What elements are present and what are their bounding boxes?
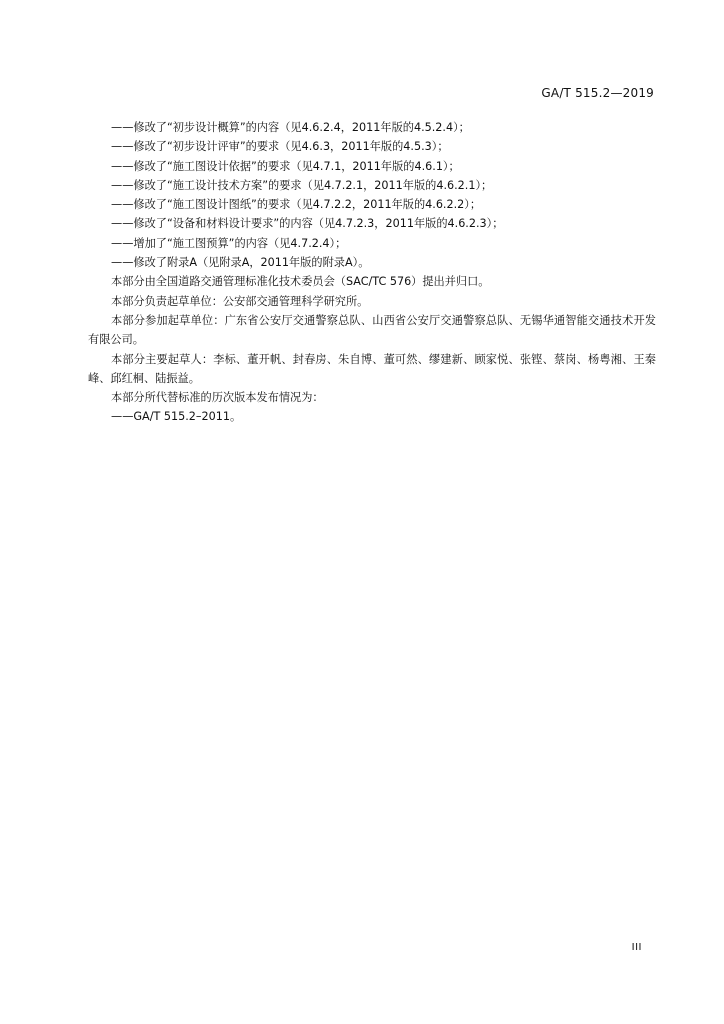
change-item: ——修改了“施工设计技术方案”的要求（见4.7.2.1，2011年版的4.6.2.1）； — [111, 178, 493, 192]
participating-units-paragraph: 本部分参加起草单位：广东省公安厅交通警察总队、山西省公安厅交通警察总队、无锡华通智能交通技术开发有限公司。 — [88, 313, 656, 347]
drafters-paragraph: 本部分主要起草人：李标、董开帆、封春房、朱自博、董可然、缪建新、顾家悦、张铿、蔡岗、杨粤湘、王秦峰、邱红桐、陆振益。 — [88, 352, 656, 385]
change-item: ——修改了附录A（见附录A，2011年版的附录A）。 — [111, 256, 370, 270]
change-item: ——增加了“施工图预算”的内容（见4.7.2.4）； — [111, 236, 347, 250]
change-item: ——修改了“初步设计评审”的要求（见4.6.3，2011年版的4.5.3）； — [111, 140, 449, 154]
page-number: III — [631, 942, 642, 953]
change-item: ——修改了“施工图设计依据”的要求（见4.7.1，2011年版的4.6.1）； — [111, 159, 460, 173]
previous-edition-item: ——GA/T 515.2–2011。 — [111, 410, 242, 424]
change-item: ——修改了“初步设计概算”的内容（见4.6.2.4，2011年版的4.5.2.4）； — [111, 121, 470, 134]
proposed-by-paragraph: 本部分由全国道路交通管理标准化技术委员会（SAC/TC 576）提出并归口。 — [111, 275, 490, 289]
previous-editions-intro: 本部分所代替标准的历次版本发布情况为： — [111, 391, 324, 405]
standard-code-header: GA/T 515.2—2019 — [541, 86, 654, 100]
change-item: ——修改了“设备和材料设计要求”的内容（见4.7.2.3，2011年版的4.6.2.3）； — [111, 217, 504, 231]
responsible-unit-paragraph: 本部分负责起草单位：公安部交通管理科学研究所。 — [111, 294, 369, 308]
change-item: ——修改了“施工图设计图纸”的要求（见4.7.2.2，2011年版的4.6.2.2）； — [111, 198, 482, 212]
foreword-body — [88, 118, 656, 427]
